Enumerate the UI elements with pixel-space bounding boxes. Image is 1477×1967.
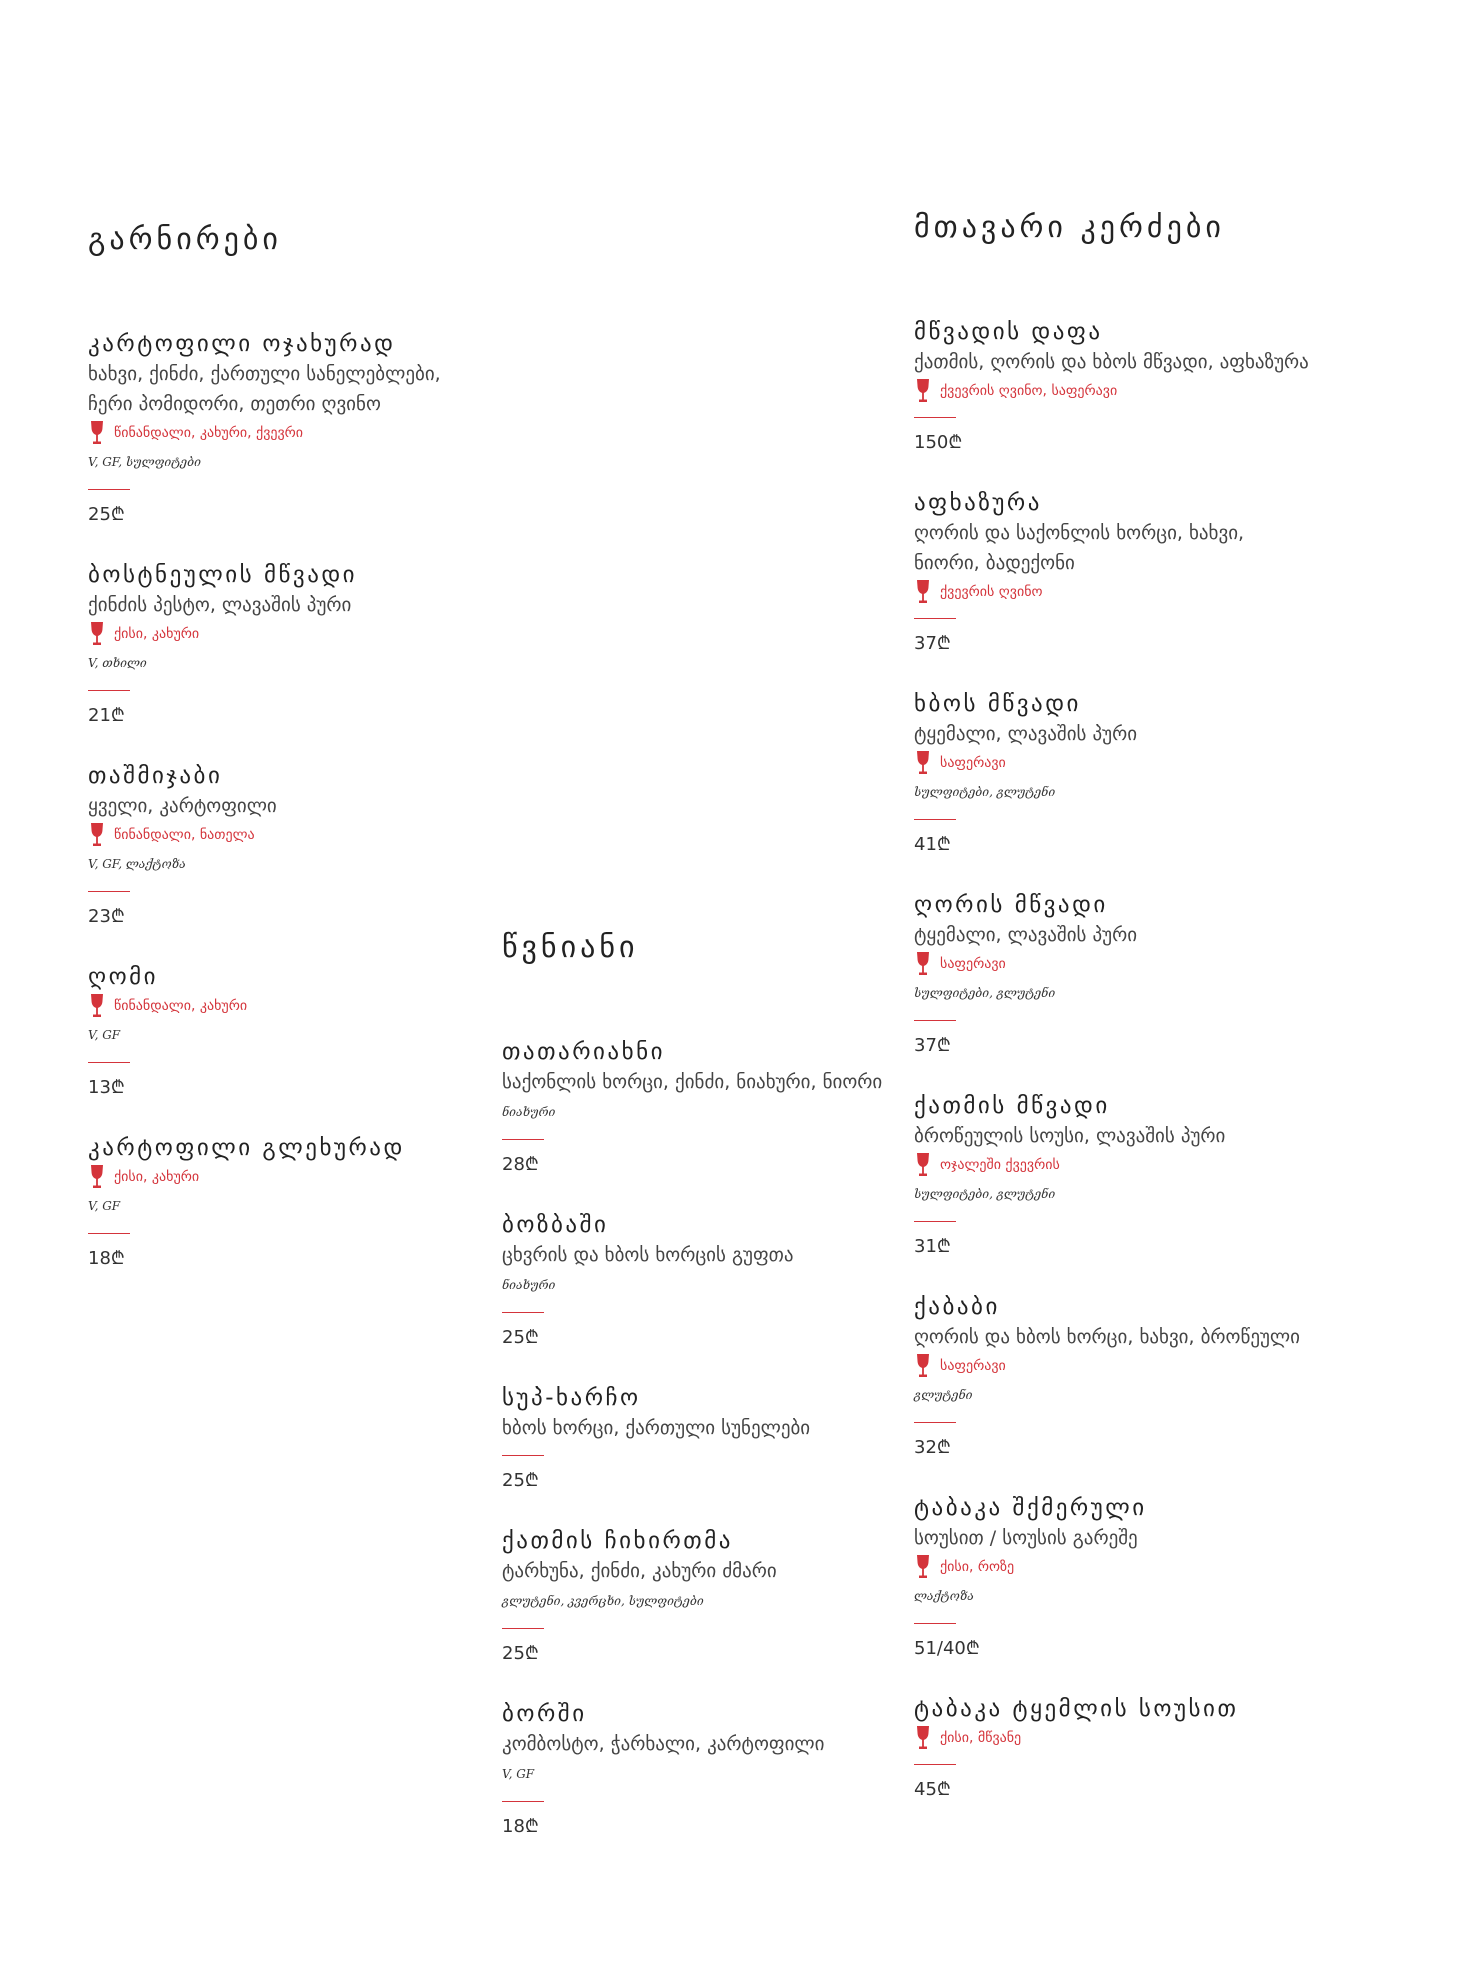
wine-glass-icon xyxy=(88,1164,106,1190)
menu-item xyxy=(502,1383,922,1492)
item-description: ცხვრის და ხბოს ხორცის გუფთა xyxy=(502,1244,794,1266)
item-description: ქათმის, ღორის და ხბოს მწვადი, აფხაზურა xyxy=(914,351,1309,373)
menu-item xyxy=(502,1526,922,1665)
item-price: 37₾ xyxy=(914,633,951,654)
item-name: ბოზბაში xyxy=(502,1212,609,1238)
item-name: ბოსტნეულის მწვადი xyxy=(88,562,358,588)
dietary-tags: გლუტენი, კვერცხი, სულფიტები xyxy=(502,1594,704,1608)
menu-item xyxy=(914,1091,1334,1258)
item-price: 23₾ xyxy=(88,906,125,927)
menu-item xyxy=(88,962,508,1099)
wine-glass-icon xyxy=(88,993,106,1019)
divider xyxy=(88,1233,130,1234)
section-title: მთავარი კერძები xyxy=(914,210,1225,245)
menu-item-list xyxy=(914,317,1334,1801)
divider xyxy=(88,489,130,490)
divider xyxy=(914,1020,956,1021)
wine-pairing-text: ოჯალეში ქვევრის xyxy=(940,1157,1060,1173)
item-price: 25₾ xyxy=(88,504,125,525)
wine-glass-icon xyxy=(88,822,106,848)
wine-glass-icon xyxy=(914,1554,932,1580)
divider xyxy=(502,1139,544,1140)
wine-glass-icon xyxy=(914,951,932,977)
wine-pairing-text: საფერავი xyxy=(940,755,1006,771)
divider xyxy=(914,1422,956,1423)
item-description: ხბოს ხორცი, ქართული სუნელები xyxy=(502,1417,811,1439)
wine-pairing-text: წინანდალი, კახური xyxy=(114,998,248,1014)
item-price: 41₾ xyxy=(914,834,951,855)
divider xyxy=(502,1312,544,1313)
divider xyxy=(914,1764,956,1765)
dietary-tags: სულფიტები, გლუტენი xyxy=(914,785,1056,799)
garnish-section xyxy=(88,222,508,1304)
item-name: ქათმის ჩიხირთმა xyxy=(502,1528,733,1554)
wine-pairing xyxy=(88,620,508,648)
menu-item xyxy=(914,1493,1334,1660)
item-name: თათარიახნი xyxy=(502,1039,666,1065)
dietary-tags: V, GF xyxy=(88,1028,121,1042)
dietary-tags: ნიახური xyxy=(502,1278,556,1292)
item-price: 31₾ xyxy=(914,1236,951,1257)
wine-pairing-text: ქისი, როზე xyxy=(940,1559,1015,1575)
item-price: 37₾ xyxy=(914,1035,951,1056)
wine-pairing xyxy=(914,749,1334,777)
menu-item xyxy=(88,560,508,727)
wine-glass-icon xyxy=(914,1152,932,1178)
wine-pairing xyxy=(914,578,1334,606)
item-price: 25₾ xyxy=(502,1327,539,1348)
item-description: ყველი, კარტოფილი xyxy=(88,795,277,817)
item-description: ხახვი, ქინძი, ქართული სანელებლები, ჩერი პომიდორი, თეთრი ღვინო xyxy=(88,363,441,415)
wine-pairing-text: წინანდალი, კახური, ქვევრი xyxy=(114,425,304,441)
menu-item xyxy=(502,1037,922,1176)
wine-pairing xyxy=(914,1553,1334,1581)
menu-item xyxy=(914,1694,1334,1801)
item-name: ქაბაბი xyxy=(914,1294,1000,1320)
item-description: ღორის და საქონლის ხორცი, ხახვი, ნიორი, ბადექონი xyxy=(914,522,1245,574)
item-name: ღორის მწვადი xyxy=(914,892,1108,918)
wine-pairing xyxy=(914,1724,1334,1752)
divider xyxy=(914,1221,956,1222)
dietary-tags: ლაქტოზა xyxy=(914,1589,974,1603)
wine-pairing-text: ქისი, მწვანე xyxy=(940,1730,1022,1746)
menu-item xyxy=(914,1292,1334,1459)
item-price: 51/40₾ xyxy=(914,1638,980,1659)
dietary-tags: V, თხილი xyxy=(88,656,147,670)
dietary-tags: სულფიტები, გლუტენი xyxy=(914,1187,1056,1201)
wine-glass-icon xyxy=(88,621,106,647)
item-price: 28₾ xyxy=(502,1154,539,1175)
item-price: 13₾ xyxy=(88,1077,125,1098)
item-name: კარტოფილი გლეხურად xyxy=(88,1135,405,1161)
dietary-tags: სულფიტები, გლუტენი xyxy=(914,986,1056,1000)
section-title: გარნირები xyxy=(88,222,282,257)
item-name: კარტოფილი ოჯახურად xyxy=(88,331,396,357)
wine-pairing xyxy=(914,1151,1334,1179)
menu-item-list xyxy=(502,1037,922,1838)
item-name: ტაბაკა შქმერული xyxy=(914,1495,1147,1521)
item-description: სოუსით / სოუსის გარეშე xyxy=(914,1527,1138,1549)
menu-item-list xyxy=(88,329,508,1270)
item-price: 21₾ xyxy=(88,705,125,726)
item-name: ბორში xyxy=(502,1701,587,1727)
item-description: ტარხუნა, ქინძი, კახური ძმარი xyxy=(502,1560,777,1582)
wine-pairing-text: საფერავი xyxy=(940,1358,1006,1374)
wine-glass-icon xyxy=(88,420,106,446)
item-name: მწვადის დაფა xyxy=(914,319,1103,345)
menu-item xyxy=(88,761,508,928)
item-price: 18₾ xyxy=(88,1248,125,1269)
item-description: ტყემალი, ლავაშის პური xyxy=(914,723,1138,745)
item-description: ტყემალი, ლავაშის პური xyxy=(914,924,1138,946)
item-price: 32₾ xyxy=(914,1437,951,1458)
wine-glass-icon xyxy=(914,1353,932,1379)
divider xyxy=(914,417,956,418)
item-price: 150₾ xyxy=(914,432,963,453)
divider xyxy=(914,1623,956,1624)
dietary-tags: გლუტენი xyxy=(914,1388,973,1402)
wine-glass-icon xyxy=(914,579,932,605)
wine-pairing-text: ქისი, კახური xyxy=(114,1169,200,1185)
menu-item xyxy=(88,1133,508,1270)
dietary-tags: V, GF, სულფიტები xyxy=(88,455,201,469)
menu-item xyxy=(88,329,508,526)
item-description: ქინძის პესტო, ლავაშის პური xyxy=(88,594,352,616)
wine-pairing-text: ქვევრის ღვინო, საფერავი xyxy=(940,383,1118,399)
item-description: ბროწეულის სოუსი, ლავაშის პური xyxy=(914,1125,1226,1147)
item-price: 25₾ xyxy=(502,1470,539,1491)
menu-item xyxy=(914,317,1334,454)
item-price: 18₾ xyxy=(502,1816,539,1837)
item-name: სუპ-ხარჩო xyxy=(502,1385,641,1411)
wine-glass-icon xyxy=(914,750,932,776)
wine-pairing xyxy=(88,821,508,849)
divider xyxy=(914,618,956,619)
menu-item xyxy=(914,488,1334,655)
divider xyxy=(502,1628,544,1629)
item-description: ღორის და ხბოს ხორცი, ხახვი, ბროწეული xyxy=(914,1326,1300,1348)
divider xyxy=(88,690,130,691)
mains-section xyxy=(914,210,1334,1835)
wine-pairing-text: ქვევრის ღვინო xyxy=(940,584,1043,600)
item-name: თაშმიჯაბი xyxy=(88,763,223,789)
dietary-tags: ნიახური xyxy=(502,1105,556,1119)
item-name: აფხაზურა xyxy=(914,490,1042,516)
item-name: ხბოს მწვადი xyxy=(914,691,1081,717)
item-description: კომბოსტო, ჭარხალი, კარტოფილი xyxy=(502,1733,825,1755)
wine-glass-icon xyxy=(914,378,932,404)
dietary-tags: V, GF xyxy=(502,1767,535,1781)
divider xyxy=(502,1455,544,1456)
dietary-tags: V, GF, ლაქტოზა xyxy=(88,857,186,871)
dietary-tags: V, GF xyxy=(88,1199,121,1213)
wine-pairing xyxy=(88,992,508,1020)
wine-glass-icon xyxy=(914,1725,932,1751)
divider xyxy=(914,819,956,820)
section-title: წვნიანი xyxy=(502,930,639,965)
item-price: 45₾ xyxy=(914,1779,951,1800)
item-description: საქონლის ხორცი, ქინძი, ნიახური, ნიორი xyxy=(502,1071,883,1093)
item-name: ტაბაკა ტყემლის სოუსით xyxy=(914,1696,1239,1722)
item-name: ღომი xyxy=(88,964,159,990)
wine-pairing-text: ქისი, კახური xyxy=(114,626,200,642)
wine-pairing xyxy=(88,419,508,447)
wine-pairing-text: საფერავი xyxy=(940,956,1006,972)
wine-pairing xyxy=(914,1352,1334,1380)
menu-item xyxy=(502,1699,922,1838)
divider xyxy=(88,1062,130,1063)
wine-pairing xyxy=(914,950,1334,978)
divider xyxy=(502,1801,544,1802)
wine-pairing xyxy=(914,377,1334,405)
divider xyxy=(88,891,130,892)
item-name: ქათმის მწვადი xyxy=(914,1093,1110,1119)
wine-pairing xyxy=(88,1163,508,1191)
menu-item xyxy=(914,890,1334,1057)
soups-section xyxy=(502,930,922,1872)
menu-item xyxy=(502,1210,922,1349)
wine-pairing-text: წინანდალი, ნათელა xyxy=(114,827,255,843)
item-price: 25₾ xyxy=(502,1643,539,1664)
menu-item xyxy=(914,689,1334,856)
